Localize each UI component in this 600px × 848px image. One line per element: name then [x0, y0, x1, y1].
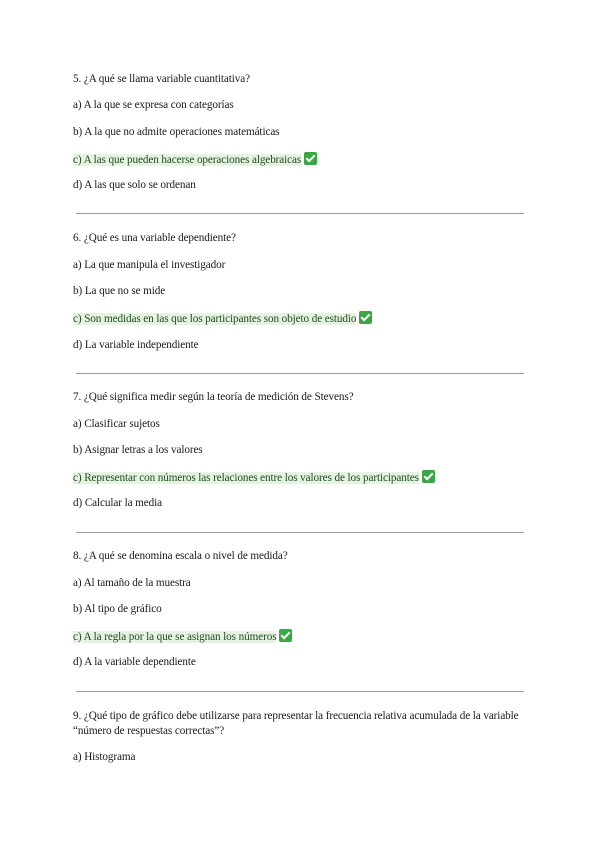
option-text: d) La variable independiente — [73, 339, 199, 351]
option-text: b) Al tipo de gráfico — [73, 603, 162, 615]
option-d — [73, 178, 196, 193]
option-c-correct — [73, 311, 372, 327]
option-text: c) Representar con números las relaciones entre los valores de los participantes — [73, 472, 419, 484]
question-6 — [73, 231, 529, 351]
option-a — [73, 750, 135, 765]
question-7 — [73, 390, 529, 509]
option-text: b) Asignar letras a los valores — [73, 444, 203, 456]
option-text: b) A la que no admite operaciones matemáticas — [73, 126, 280, 138]
option-d — [73, 338, 199, 353]
option-c-correct — [73, 152, 317, 168]
option-b — [73, 284, 165, 299]
question-5 — [73, 72, 529, 191]
option-a — [73, 576, 191, 591]
option-text: a) Al tamaño de la muestra — [73, 577, 191, 589]
divider — [76, 691, 524, 692]
option-text: a) Clasificar sujetos — [73, 418, 160, 430]
option-a — [73, 98, 234, 113]
option-text: a) A la que se expresa con categorías — [73, 99, 234, 111]
option-c-correct — [73, 629, 292, 645]
check-mark-icon — [304, 152, 317, 165]
option-text: b) La que no se mide — [73, 285, 166, 297]
option-text: c) A las que pueden hacerse operaciones algebraicas — [73, 154, 302, 166]
option-a — [73, 417, 160, 432]
question-text: 7. ¿Qué significa medir según la teoría de medición de Stevens? — [73, 391, 354, 403]
question-text: 5. ¿A qué se llama variable cuantitativa? — [73, 73, 250, 85]
option-b — [73, 125, 279, 140]
option-text: a) Histograma — [73, 751, 136, 763]
option-text: c) A la regla por la que se asignan los números — [73, 631, 277, 643]
check-mark-icon — [279, 629, 292, 642]
question-text: 9. ¿Qué tipo de gráfico debe utilizarse para representar la frecuencia relativa acumulada de la variable “número de respuestas correctas”? — [73, 710, 519, 737]
question-text: 8. ¿A qué se denomina escala o nivel de medida? — [73, 550, 288, 562]
option-b — [73, 602, 162, 617]
divider — [76, 532, 524, 533]
question-text: 6. ¿Qué es una variable dependiente? — [73, 232, 236, 244]
option-d — [73, 496, 162, 511]
option-c-correct — [73, 470, 435, 486]
option-d — [73, 655, 196, 670]
option-text: d) A las que solo se ordenan — [73, 179, 196, 191]
option-text: a) La que manipula el investigador — [73, 259, 226, 271]
option-a — [73, 258, 225, 273]
option-text: c) Son medidas en las que los participantes son objeto de estudio — [73, 313, 357, 325]
divider — [76, 213, 524, 214]
check-mark-icon — [422, 470, 435, 483]
option-text: d) A la variable dependiente — [73, 656, 196, 668]
check-mark-icon — [359, 311, 372, 324]
option-b — [73, 443, 203, 458]
option-text: d) Calcular la media — [73, 497, 163, 509]
question-8 — [73, 549, 529, 668]
divider — [76, 373, 524, 374]
question-9 — [73, 709, 529, 763]
